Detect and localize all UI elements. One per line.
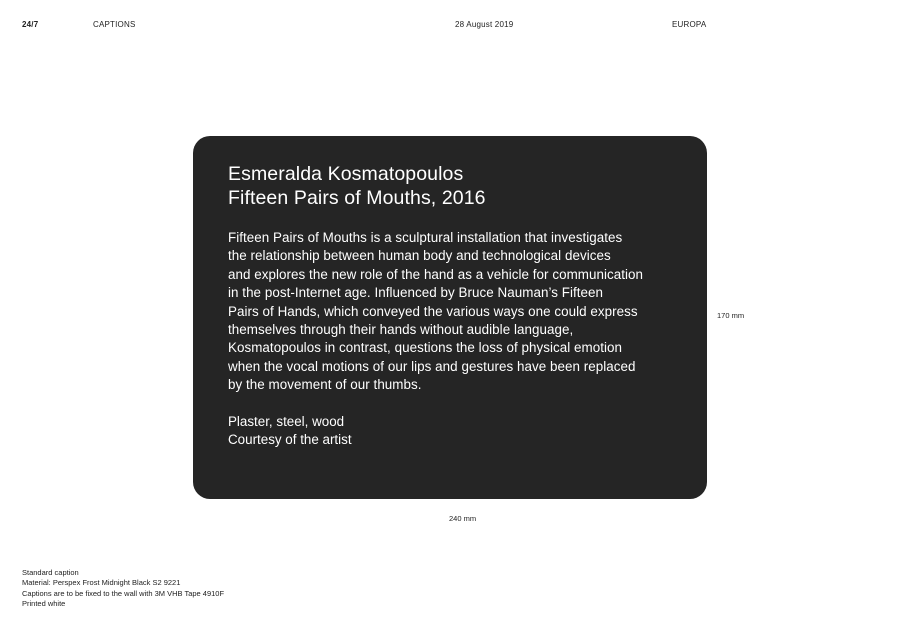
- description-line: and explores the new role of the hand as a vehicle for communication: [228, 266, 644, 282]
- description-line: Pairs of Hands, which conveyed the various ways one could express: [228, 303, 638, 319]
- caption-details: [228, 413, 679, 450]
- caption-description: [228, 229, 679, 395]
- section-title: CAPTIONS: [93, 20, 136, 29]
- spec-line: Standard caption: [22, 568, 79, 577]
- description-line: by the movement of our thumbs.: [228, 377, 422, 393]
- description-line: Fifteen Pairs of Mouths is a sculptural installation that investigates: [228, 230, 623, 245]
- description-line: Kosmatopoulos in contrast, questions the loss of physical emotion: [228, 340, 623, 356]
- spec-line: Printed white: [22, 599, 66, 609]
- width-dimension: 240 mm: [449, 514, 477, 523]
- artwork-credit: Courtesy of the artist: [228, 432, 352, 448]
- artwork-title: Fifteen Pairs of Mouths, 2016: [228, 187, 486, 209]
- spec-line: Captions are to be fixed to the wall with 3M VHB Tape 4910F: [22, 588, 225, 598]
- description-line: themselves through their hands without audible language,: [228, 322, 574, 338]
- height-dimension: 170 mm: [717, 311, 745, 320]
- artist-name: Esmeralda Kosmatopoulos: [228, 163, 464, 185]
- production-notes: [22, 568, 224, 610]
- page-number: 24/7: [22, 20, 39, 29]
- edition-label: EUROPA: [672, 20, 707, 29]
- artwork-materials: Plaster, steel, wood: [228, 414, 345, 430]
- document-date: 28 August 2019: [455, 20, 514, 29]
- caption-card: [193, 136, 707, 499]
- description-line: when the vocal motions of our lips and gestures have been replaced: [228, 358, 636, 374]
- description-line: in the post-Internet age. Influenced by Bruce Nauman’s Fifteen: [228, 285, 604, 301]
- description-line: the relationship between human body and technological devices: [228, 248, 611, 264]
- caption-title: [228, 162, 679, 210]
- spec-line: Material: Perspex Frost Midnight Black S2 9221: [22, 578, 181, 588]
